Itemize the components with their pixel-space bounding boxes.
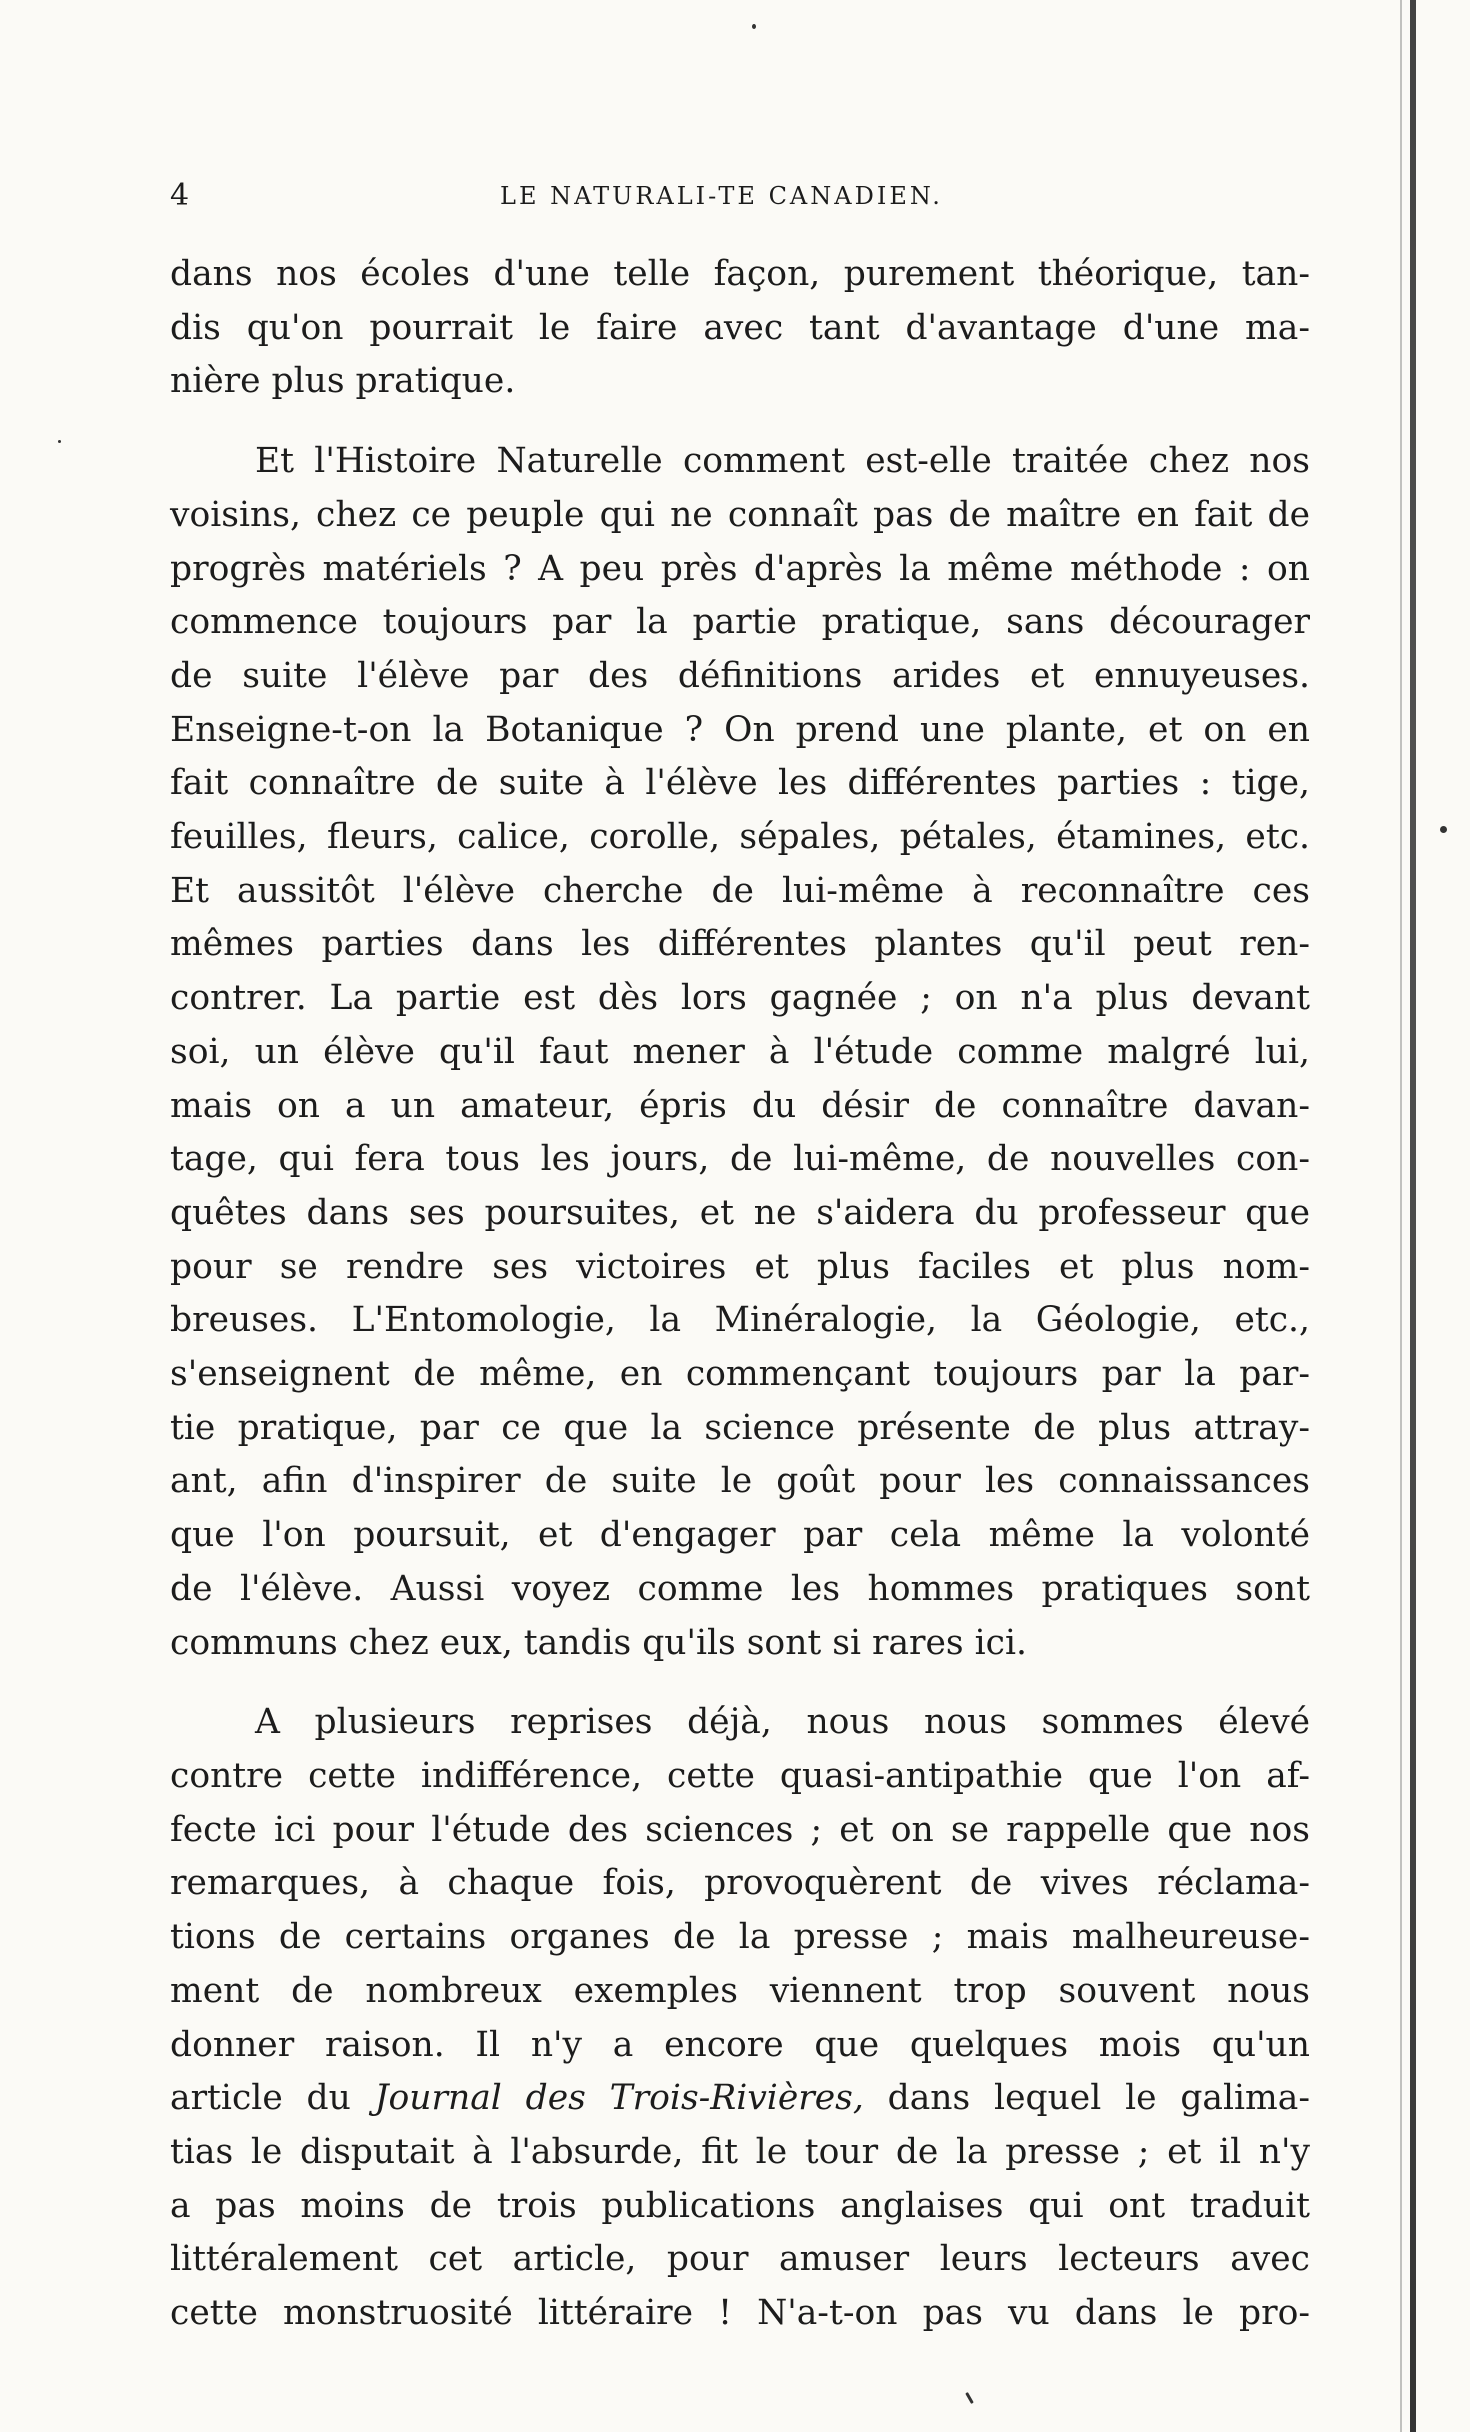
text-line: mêmes parties dans les différentes plantes qu'il peut ren- bbox=[170, 924, 1310, 965]
text-segment: dans lequel le galima- bbox=[863, 2078, 1310, 2119]
paragraph-3 bbox=[170, 1696, 1310, 2340]
text-line: dans nos écoles d'une telle façon, purement théorique, tan- bbox=[170, 254, 1310, 294]
text-line: littéralement cet article, pour amuser leurs lecteurs avec bbox=[170, 2239, 1310, 2280]
text-line: Et aussitôt l'élève cherche de lui-même à reconnaître ces bbox=[170, 870, 1310, 911]
text-line: ment de nombreux exemples viennent trop souvent nous bbox=[170, 1970, 1310, 2011]
text-line: A plusieurs reprises déjà, nous nous sommes élevé bbox=[255, 1702, 1310, 1743]
paragraph-2 bbox=[170, 435, 1310, 1670]
text-line: de l'élève. Aussi voyez comme les hommes pratiques sont bbox=[170, 1568, 1310, 1609]
text-line: mais on a un amateur, épris du désir de connaître davan- bbox=[170, 1085, 1310, 1126]
journal-title: Journal des Trois-Rivières, bbox=[374, 2078, 864, 2119]
running-title: LE NATURALI-TE CANADIEN. bbox=[500, 182, 943, 210]
paragraph-1 bbox=[170, 248, 1310, 409]
text-segment: article du bbox=[170, 2078, 375, 2119]
text-line: nière plus pratique. bbox=[170, 361, 516, 402]
text-line-with-italic bbox=[170, 2072, 1310, 2126]
text-line: donner raison. Il n'y a encore que quelques mois qu'un bbox=[170, 2024, 1310, 2065]
text-line: commence toujours par la partie pratique, sans décourager bbox=[170, 602, 1310, 643]
text-line: remarques, à chaque fois, provoquèrent de vives réclama- bbox=[170, 1863, 1310, 1904]
text-line: soi, un élève qu'il faut mener à l'étude comme malgré lui, bbox=[170, 1031, 1310, 1072]
ink-speck bbox=[1440, 826, 1447, 833]
text-line: Enseigne-t-on la Botanique ? On prend une plante, et on en bbox=[170, 709, 1310, 750]
ink-speck bbox=[58, 440, 61, 443]
text-line: cette monstruosité littéraire ! N'a-t-on pas vu dans le pro- bbox=[170, 2293, 1310, 2334]
ink-speck bbox=[752, 24, 756, 29]
text-line: feuilles, fleurs, calice, corolle, sépales, pétales, étamines, etc. bbox=[170, 817, 1310, 858]
text-line: a pas moins de trois publications anglaises qui ont traduit bbox=[170, 2185, 1310, 2226]
text-line: Et l'Histoire Naturelle comment est-elle traitée chez nos bbox=[255, 441, 1310, 482]
text-line: tions de certains organes de la presse ; mais malheureuse- bbox=[170, 1917, 1310, 1958]
binding-shadow bbox=[1400, 0, 1402, 2432]
text-line: fecte ici pour l'étude des sciences ; et on se rappelle que nos bbox=[170, 1809, 1310, 1850]
text-line: breuses. L'Entomologie, la Minéralogie, la Géologie, etc., bbox=[170, 1300, 1310, 1341]
text-line: ant, afin d'inspirer de suite le goût pour les connaissances bbox=[170, 1461, 1310, 1502]
text-line: pour se rendre ses victoires et plus faciles et plus nom- bbox=[170, 1246, 1310, 1287]
text-line: fait connaître de suite à l'élève les différentes parties : tige, bbox=[170, 763, 1310, 804]
ink-speck bbox=[965, 2392, 974, 2404]
text-line: tage, qui fera tous les jours, de lui-même, de nouvelles con- bbox=[170, 1139, 1310, 1180]
text-line: que l'on poursuit, et d'engager par cela même la volonté bbox=[170, 1515, 1310, 1556]
text-line: quêtes dans ses poursuites, et ne s'aidera du professeur que bbox=[170, 1192, 1310, 1233]
text-line: communs chez eux, tandis qu'ils sont si rares ici. bbox=[170, 1622, 1027, 1663]
text-line: voisins, chez ce peuple qui ne connaît pas de maître en fait de bbox=[170, 494, 1310, 535]
text-line: de suite l'élève par des définitions arides et ennuyeuses. bbox=[170, 655, 1310, 696]
text-line: progrès matériels ? A peu près d'après la même méthode : on bbox=[170, 548, 1310, 589]
text-line: tie pratique, par ce que la science présente de plus attray- bbox=[170, 1407, 1310, 1448]
text-line: contre cette indifférence, cette quasi-antipathie que l'on af- bbox=[170, 1755, 1310, 1796]
text-line: contrer. La partie est dès lors gagnée ; on n'a plus devant bbox=[170, 978, 1310, 1019]
page-number: 4 bbox=[170, 178, 190, 213]
text-line: tias le disputait à l'absurde, fit le tour de la presse ; et il n'y bbox=[170, 2131, 1310, 2172]
body-text bbox=[170, 248, 1310, 2341]
running-header bbox=[170, 178, 1320, 222]
text-line: dis qu'on pourrait le faire avec tant d'avantage d'une ma- bbox=[170, 307, 1310, 348]
binding-edge bbox=[1410, 0, 1416, 2432]
text-line: s'enseignent de même, en commençant toujours par la par- bbox=[170, 1354, 1310, 1395]
